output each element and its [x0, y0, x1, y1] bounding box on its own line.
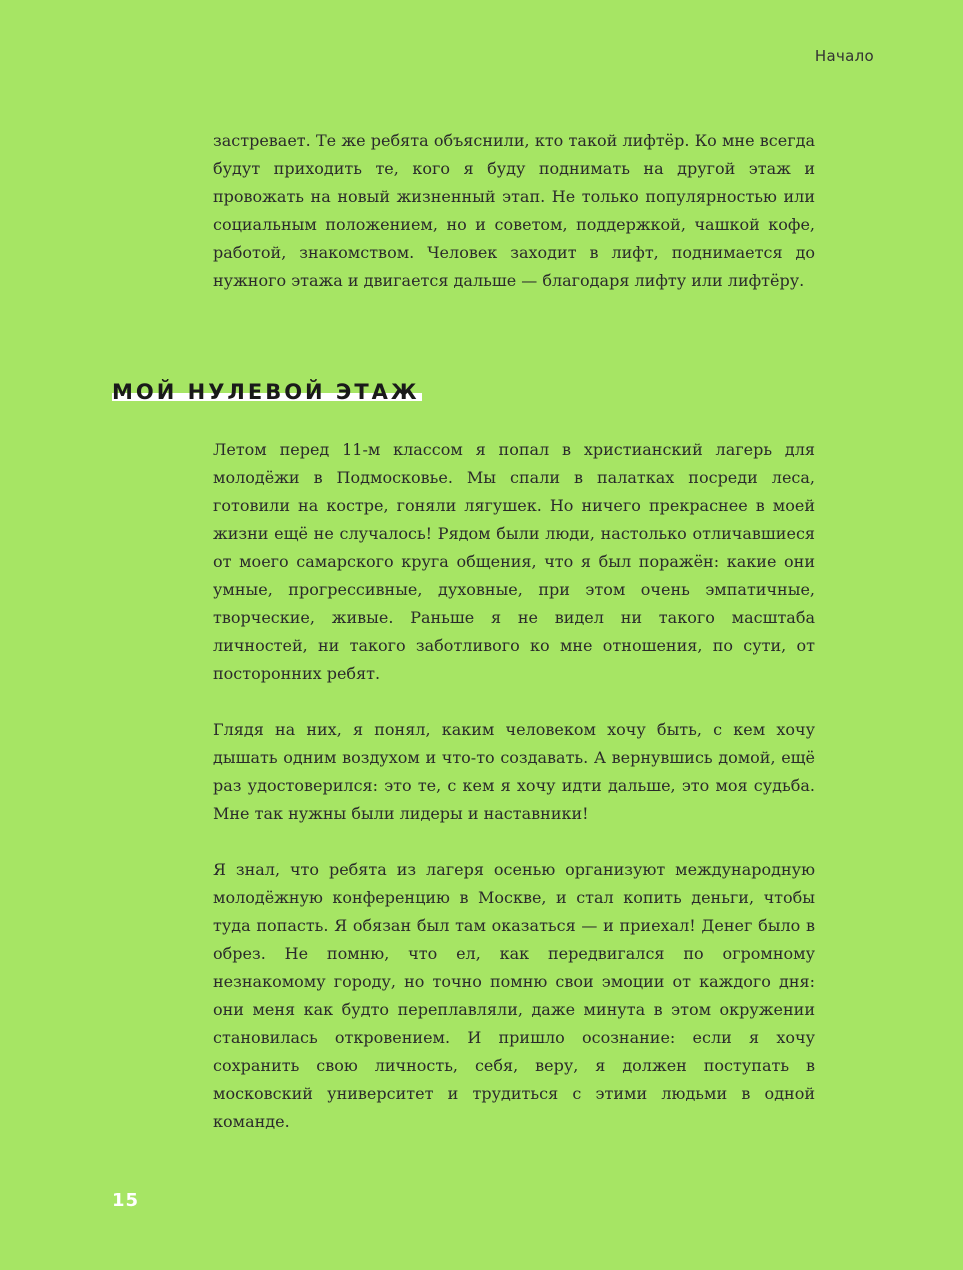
intro-paragraph: застревает. Те же ребята объяснили, кто такой лифтёр. Ко мне всегда будут приходить те, кого я буду поднимать на другой этаж и провожать на новый жизненный этап. Не только популярностью или социальным положением, но и советом, поддержкой, чашкой кофе, работой, знакомством. Человек заходит в лифт, поднимается до нужного этажа и двигается дальше — благодаря лифту или лифтёру.: [213, 131, 815, 290]
intro-text-block: [213, 127, 815, 295]
section-paragraph-2: Глядя на них, я понял, каким человеком хочу быть, с кем хочу дышать одним воздухом и что-то создавать. А вернувшись домой, ещё раз удостоверился: это те, с кем я хочу идти дальше, это моя судьба. Мне так нужны были лидеры и наставники!: [213, 720, 815, 823]
section-text-block: [213, 436, 815, 1136]
section-heading: [112, 376, 422, 408]
running-head: Начало: [814, 47, 874, 65]
page-number: 15: [112, 1190, 140, 1211]
section-paragraph-1: Летом перед 11-м классом я попал в христианский лагерь для молодёжи в Подмосковье. Мы спали в палатках посреди леса, готовили на костре, гоняли лягушек. Но ничего прекраснее в моей жизни ещё не случалось! Рядом были люди, настолько отличавшиеся от моего самарского круга общения, что я был поражён: какие они умные, прогрессивные, духовные, при этом очень эмпатичные, творческие, живые. Раньше я не видел ни такого масштаба личностей, ни такого заботливого ко мне отношения, по сути, от посторонних ребят.: [213, 440, 815, 683]
section-heading-text: МОЙ НУЛЕВОЙ ЭТАЖ: [112, 380, 420, 404]
section-paragraph-3: Я знал, что ребята из лагеря осенью организуют международную молодёжную конференцию в Москве, и стал копить деньги, чтобы туда попасть. Я обязан был там оказаться — и приехал! Денег было в обрез. Не помню, что ел, как передвигался по огромному незнакомому городу, но точно помню свои эмоции от каждого дня: они меня как будто переплавляли, даже минута в этом окружении становилась откровением. И пришло осознание: если я хочу сохранить свою личность, себя, веру, я должен поступать в московский университет и трудиться с этими людьми в одной команде.: [213, 860, 815, 1131]
